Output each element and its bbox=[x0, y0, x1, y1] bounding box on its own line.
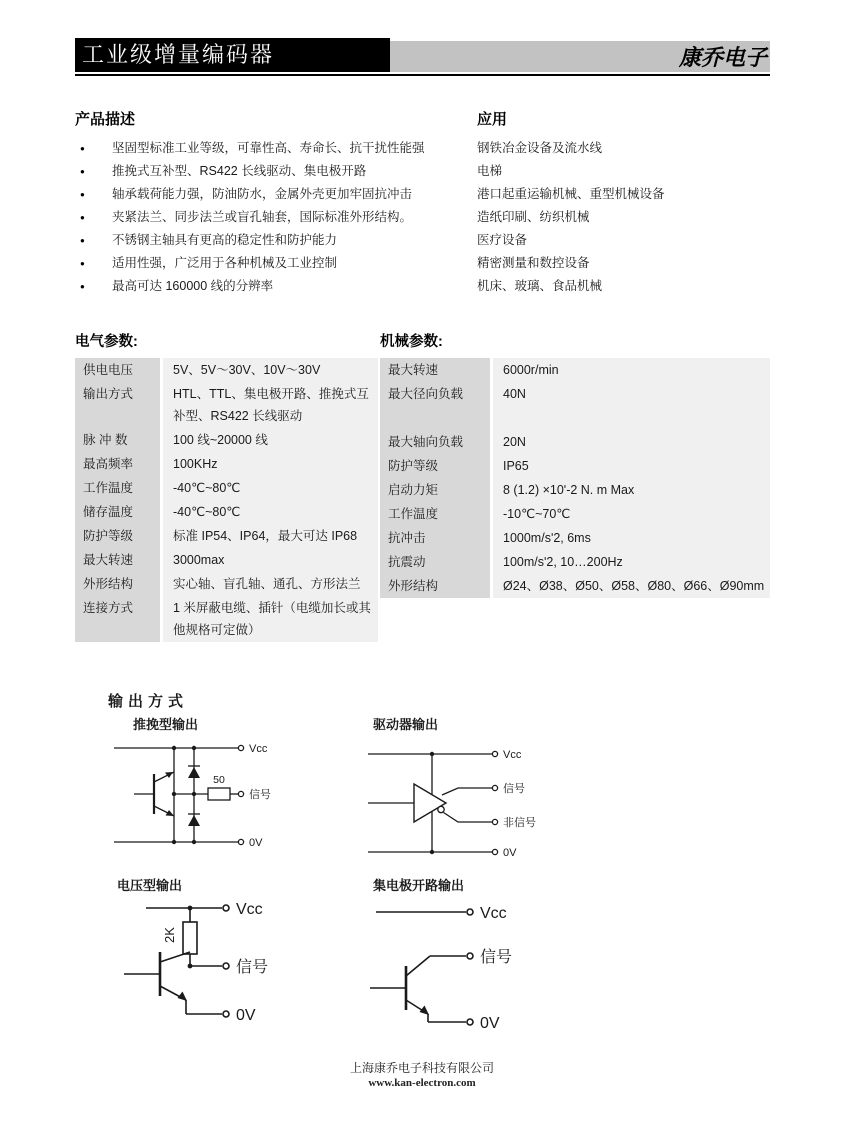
bullet-icon: ● bbox=[80, 144, 85, 153]
driver-circuit-diagram bbox=[366, 740, 551, 865]
bullet-icon: ● bbox=[80, 236, 85, 245]
table-row: 抗震动 100m/sʹ2, 10…200Hz bbox=[380, 550, 770, 574]
table-row: 抗冲击 1000m/sʹ2, 6ms bbox=[380, 526, 770, 550]
table-row: 储存温度 -40℃~80℃ bbox=[75, 500, 378, 524]
table-row: 供电电压 5V、5V～30V、10V～30V bbox=[75, 358, 378, 382]
table-row: 外形结构 实心轴、盲孔轴、通孔、方形法兰 bbox=[75, 572, 378, 596]
list-item: ● 坚固型标准工业等级，可靠性高、寿命长、抗干扰性能强 bbox=[80, 137, 475, 160]
applications-heading: 应用 bbox=[477, 111, 508, 128]
voltage-output-label: 电压型输出 bbox=[117, 878, 183, 893]
list-item: ● 轴承载荷能力强，防油防水，金属外壳更加牢固抗冲击 bbox=[80, 183, 475, 206]
signal-terminal-label: 信号 bbox=[480, 949, 513, 966]
vcc-terminal-label: Vcc bbox=[249, 743, 268, 755]
table-row: 最高频率 100KHz bbox=[75, 452, 378, 476]
list-item: 造纸印刷、纺织机械 bbox=[477, 210, 590, 224]
gnd-terminal-label: 0V bbox=[503, 847, 517, 859]
resistor-value-label: 2K bbox=[162, 927, 177, 943]
push-pull-circuit-diagram bbox=[112, 734, 287, 854]
table-row: 最大转速 6000r/min bbox=[380, 358, 770, 382]
table-row: 脉 冲 数 100 线~20000 线 bbox=[75, 428, 378, 452]
signal-terminal-label: 信号 bbox=[503, 783, 525, 795]
mechanical-params-heading: 机械参数: bbox=[380, 334, 443, 350]
bullet-icon: ● bbox=[80, 282, 85, 291]
table-row: 启动力矩 8 (1.2) ×10ʹ-2 N. m Max bbox=[380, 478, 770, 502]
voltage-circuit-diagram bbox=[116, 892, 306, 1032]
list-item: ● 夹紧法兰、同步法兰或盲孔轴套，国际标准外形结构。 bbox=[80, 206, 475, 229]
resistor-value-label: 50 bbox=[213, 774, 225, 786]
table-row: 输出方式 HTL、TTL、集电极开路、推挽式互补型、RS422 长线驱动 bbox=[75, 382, 378, 428]
bullet-icon: ● bbox=[80, 259, 85, 268]
driver-output-label: 驱动器输出 bbox=[373, 717, 439, 732]
list-item: 电梯 bbox=[477, 164, 503, 178]
electrical-params-heading: 电气参数: bbox=[75, 334, 138, 350]
website-url: www.kan-electron.com bbox=[368, 1077, 476, 1089]
list-item: ● 最高可达 160000 线的分辨率 bbox=[80, 275, 475, 298]
signal-terminal-label: 信号 bbox=[249, 789, 271, 801]
table-row: 外形结构 Ø24、Ø38、Ø50、Ø58、Ø80、Ø66、Ø90mm bbox=[380, 574, 770, 598]
table-row: 防护等级 IP65 bbox=[380, 454, 770, 478]
applications-list bbox=[477, 137, 777, 298]
list-item: 医疗设备 bbox=[477, 233, 528, 247]
bullet-icon: ● bbox=[80, 167, 85, 176]
table-row: 最大径向负载 40N bbox=[380, 382, 770, 430]
output-modes-heading: 输出方式 bbox=[108, 694, 189, 710]
header-divider bbox=[75, 74, 770, 76]
page-title: 工业级增量编码器 bbox=[82, 42, 275, 67]
gnd-terminal-label: 0V bbox=[480, 1015, 500, 1032]
vcc-terminal-label: Vcc bbox=[503, 749, 522, 761]
list-item: 精密测量和数控设备 bbox=[477, 256, 590, 270]
table-row: 连接方式 1 米屏蔽电缆、插针（电缆加长或其他规格可定做） bbox=[75, 596, 378, 642]
push-pull-output-label: 推挽型输出 bbox=[133, 717, 199, 732]
table-row: 最大轴向负载 20N bbox=[380, 430, 770, 454]
company-name: 上海康乔电子科技有限公司 bbox=[349, 1061, 494, 1075]
mechanical-params-table bbox=[380, 358, 770, 598]
list-item: ● 推挽式互补型、RS422 长线驱动、集电极开路 bbox=[80, 160, 475, 183]
header-brand-bar bbox=[390, 41, 770, 72]
vcc-terminal-label: Vcc bbox=[480, 905, 507, 922]
vcc-terminal-label: Vcc bbox=[236, 901, 263, 918]
product-description-heading: 产品描述 bbox=[75, 111, 136, 128]
list-item: 港口起重运输机械、重型机械设备 bbox=[477, 187, 665, 201]
open-collector-output-label: 集电极开路输出 bbox=[373, 878, 465, 893]
inverted-signal-terminal-label: 非信号 bbox=[503, 817, 536, 829]
product-bullet-list bbox=[80, 137, 475, 298]
table-row: 防护等级 标准 IP54、IP64，最大可达 IP68 bbox=[75, 524, 378, 548]
bullet-icon: ● bbox=[80, 190, 85, 199]
list-item: 机床、玻璃、食品机械 bbox=[477, 279, 603, 293]
electrical-params-table bbox=[75, 358, 378, 642]
gnd-terminal-label: 0V bbox=[236, 1007, 256, 1024]
table-row: 最大转速 3000max bbox=[75, 548, 378, 572]
gnd-terminal-label: 0V bbox=[249, 837, 263, 849]
table-row: 工作温度 -40℃~80℃ bbox=[75, 476, 378, 500]
header-title-bar bbox=[75, 38, 390, 72]
signal-terminal-label: 信号 bbox=[236, 959, 269, 976]
brand-logo-text: 康乔电子 bbox=[678, 45, 767, 70]
list-item: ● 适用性强，广泛用于各种机械及工业控制 bbox=[80, 252, 475, 275]
list-item: 钢铁冶金设备及流水线 bbox=[477, 141, 603, 155]
page-footer bbox=[0, 1060, 844, 1091]
table-row: 工作温度 -10℃~70℃ bbox=[380, 502, 770, 526]
bullet-icon: ● bbox=[80, 213, 85, 222]
open-collector-circuit-diagram bbox=[366, 892, 556, 1032]
list-item: ● 不锈钢主轴具有更高的稳定性和防护能力 bbox=[80, 229, 475, 252]
